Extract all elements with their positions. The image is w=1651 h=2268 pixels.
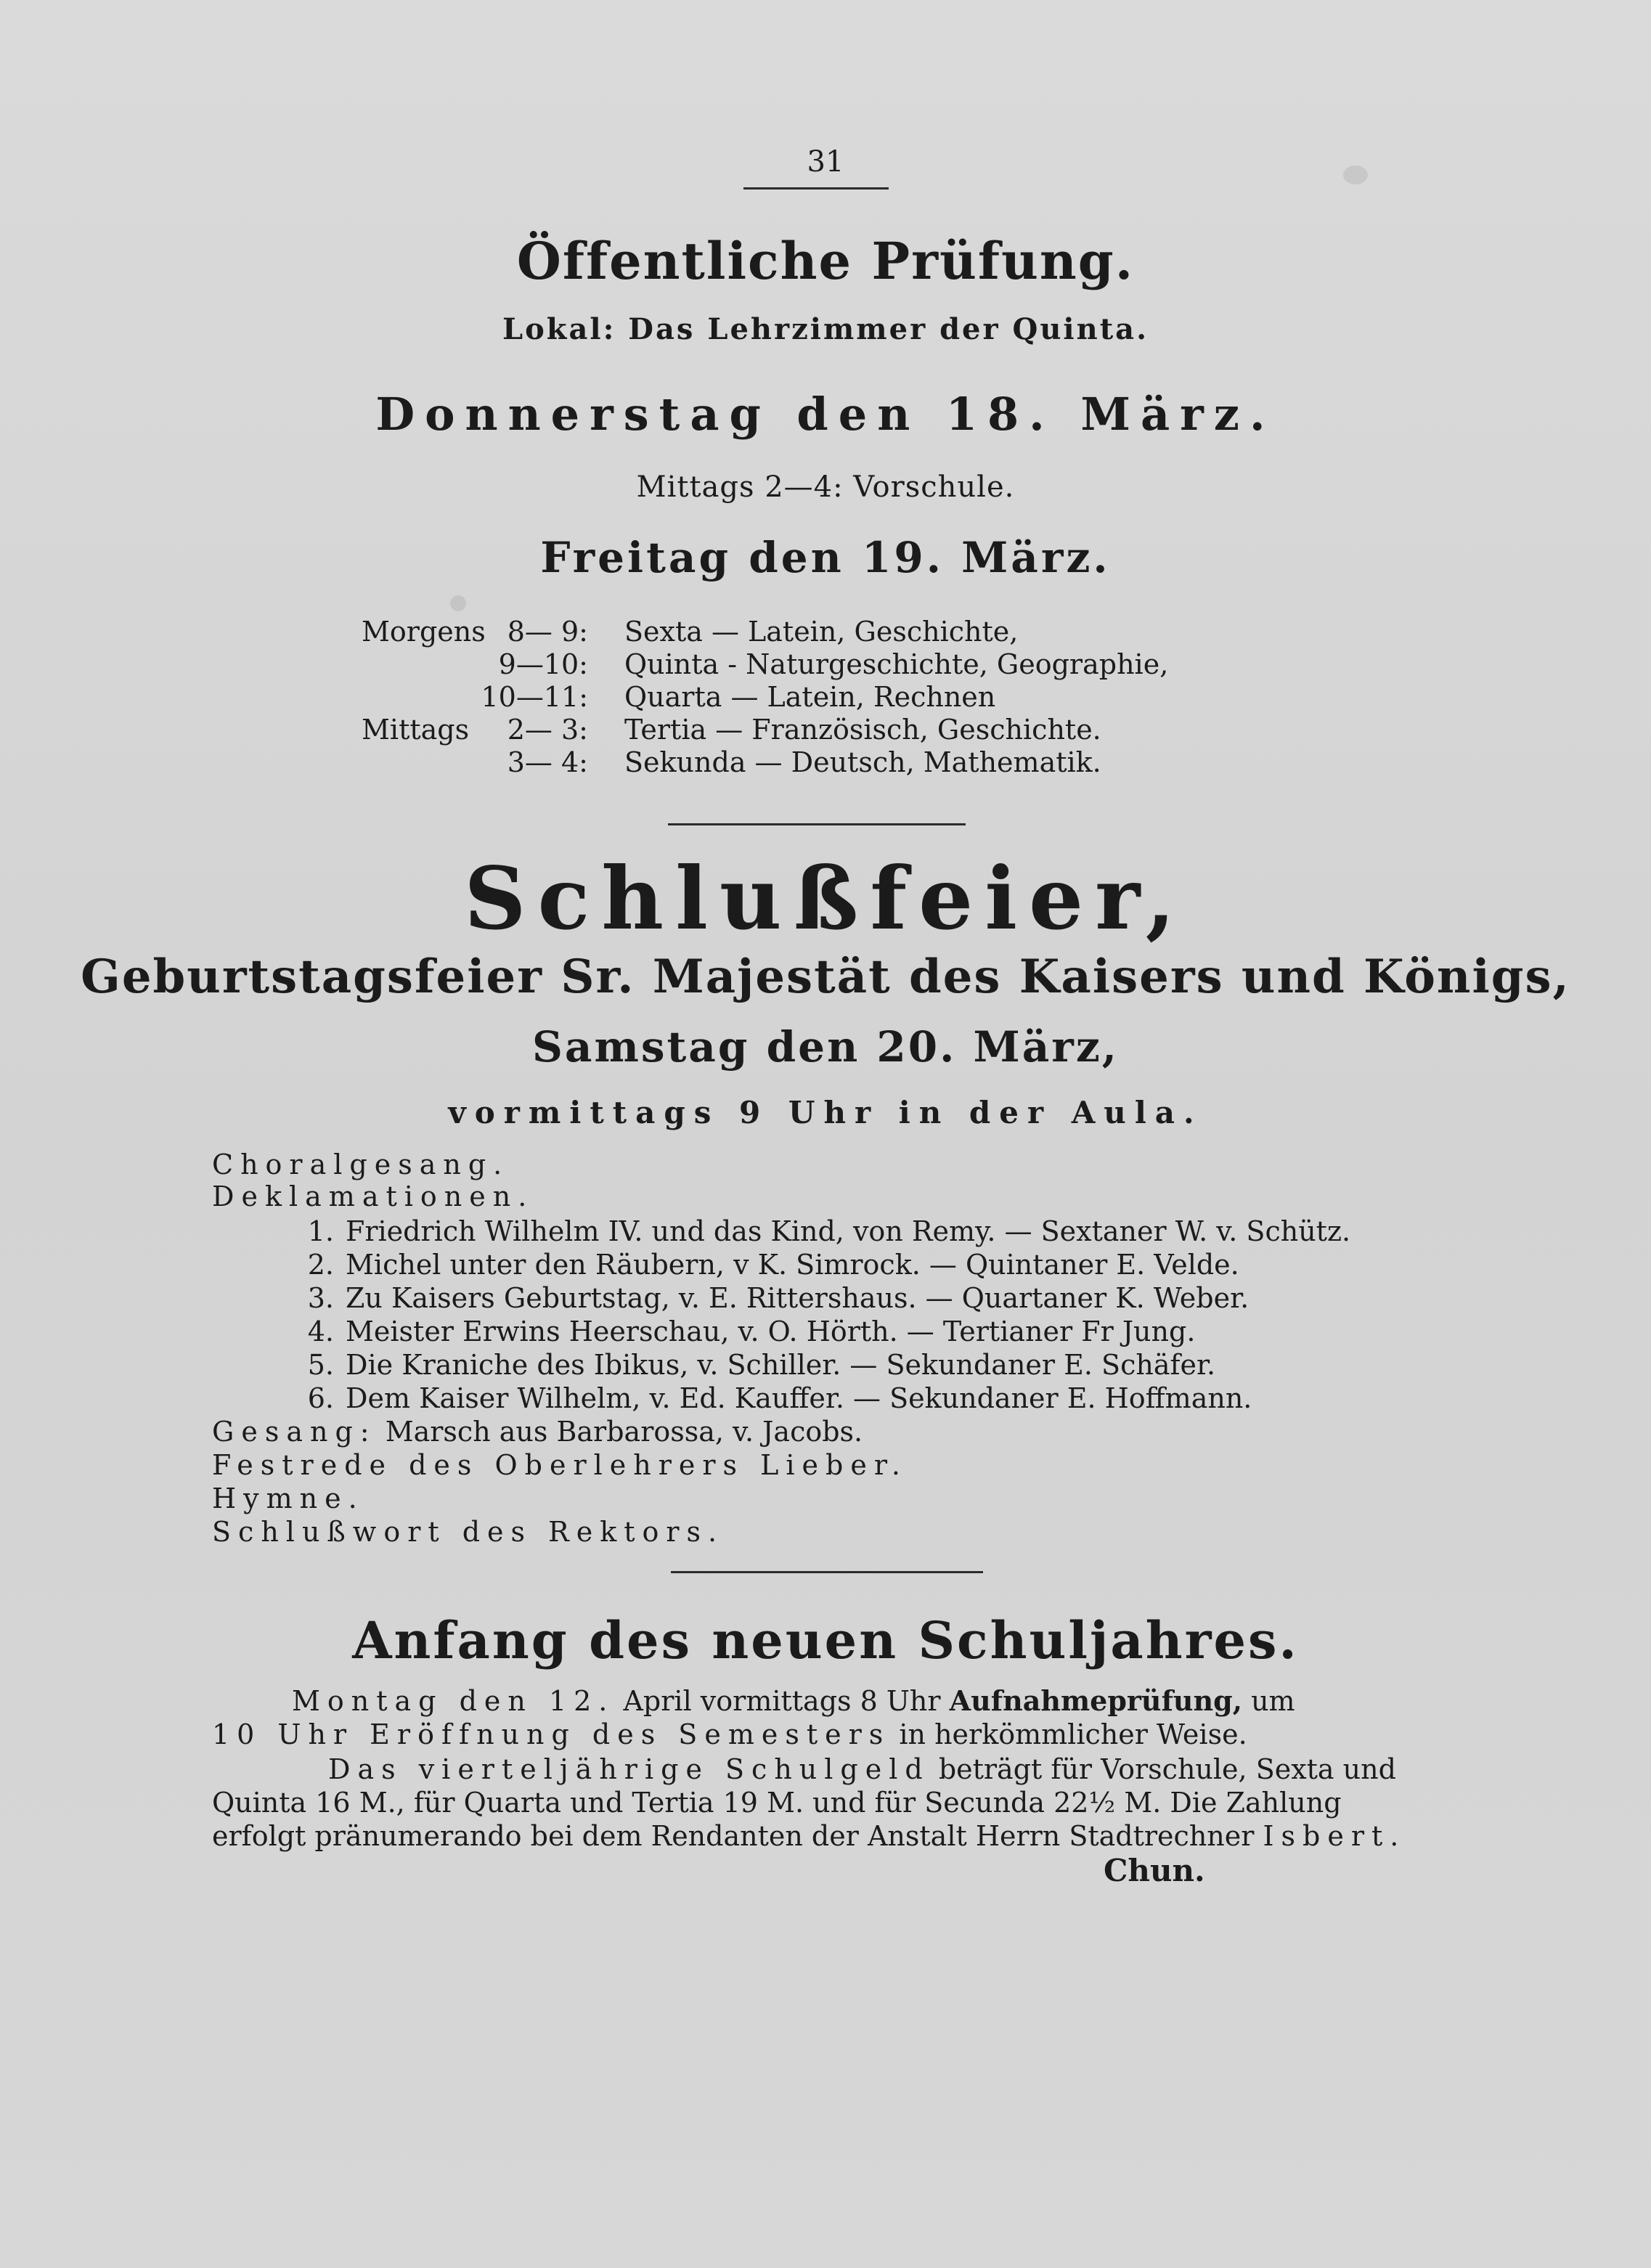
program-item-number: 1. xyxy=(307,1215,334,1247)
day2-heading: Freitag den 19. März. xyxy=(540,533,1111,582)
text-run: Das vierteljährige Schulgeld xyxy=(328,1753,930,1785)
new-year-title: Anfang des neuen Schuljahres. xyxy=(352,1610,1299,1671)
schedule-time: 2— 3: xyxy=(507,714,588,746)
program-choral: Choralgesang. xyxy=(212,1149,510,1180)
ceremony-date: Samstag den 20. März, xyxy=(532,1022,1119,1072)
text-run: Montag den 12. xyxy=(292,1685,615,1717)
program-item-text: Zu Kaisers Geburtstag, v. E. Rittershaus. — Quartaner K. Weber. xyxy=(346,1282,1250,1314)
program-deklamation: Deklamationen. xyxy=(212,1180,534,1212)
schedule-desc: Quinta - Naturgeschichte, Geographie, xyxy=(624,648,1169,680)
day1-schedule-line: Mittags 2—4: Vorschule. xyxy=(636,470,1015,504)
program-item-number: 2. xyxy=(307,1249,334,1281)
text-run: 10 Uhr Eröffnung des Semesters xyxy=(212,1718,891,1750)
schedule-label: Morgens xyxy=(362,616,486,648)
program-item-text: Dem Kaiser Wilhelm, v. Ed. Kauffer. — Sekundaner E. Hoffmann. xyxy=(346,1382,1252,1414)
program-item xyxy=(298,1282,1249,1314)
schedule-time: 8— 9: xyxy=(507,616,588,648)
program-item xyxy=(298,1215,1350,1247)
program-item xyxy=(298,1349,1215,1381)
day1-heading: Donnerstag den 18. März. xyxy=(375,388,1276,441)
program-gesang xyxy=(212,1416,863,1448)
program-item-text: Michel unter den Räubern, v K. Simrock. — Quintaner E. Velde. xyxy=(346,1249,1239,1281)
program-item-text: Die Kraniche des Ibikus, v. Schiller. — Sekundaner E. Schäfer. xyxy=(346,1349,1216,1381)
program-item-number: 4. xyxy=(307,1315,334,1347)
text-run: erfolgt pränumerando bei dem Rendanten der Anstalt Herrn Stadtrechner xyxy=(212,1820,1255,1852)
gesang-label: Gesang: xyxy=(212,1416,377,1448)
text-run: um xyxy=(1251,1685,1295,1717)
program-item xyxy=(298,1315,1195,1347)
program-item-number: 6. xyxy=(307,1382,334,1414)
program-item xyxy=(298,1249,1239,1281)
schedule-time: 10—11: xyxy=(481,681,588,713)
schedule-label: Mittags xyxy=(362,714,470,746)
schedule-time: 9—10: xyxy=(498,648,588,680)
ceremony-title: Schlußfeier, xyxy=(464,848,1187,949)
program-festrede: Festrede des Oberlehrers Lieber. xyxy=(212,1449,908,1481)
schedule-desc: Sexta — Latein, Geschichte, xyxy=(624,616,1019,648)
schedule-desc: Tertia — Französisch, Geschichte. xyxy=(624,714,1101,746)
paragraph-line xyxy=(212,1819,1432,1853)
paragraph-line xyxy=(212,1753,1432,1786)
exam-location: Lokal: Das Lehrzimmer der Quinta. xyxy=(502,312,1149,346)
section-divider xyxy=(668,823,966,825)
new-year-paragraph-1 xyxy=(212,1684,1432,1751)
text-run: Isbert. xyxy=(1263,1820,1406,1852)
program-schlusswort: Schlußwort des Rektors. xyxy=(212,1516,725,1548)
program-item-text: Friedrich Wilhelm IV. und das Kind, von Remy. — Sextaner W. v. Schütz. xyxy=(346,1215,1351,1247)
schedule-desc: Sekunda — Deutsch, Mathematik. xyxy=(624,746,1101,778)
program-item-number: 3. xyxy=(307,1282,334,1314)
exam-title: Öffentliche Prüfung. xyxy=(516,231,1135,291)
schedule-time: 3— 4: xyxy=(507,746,588,778)
program-item-number: 5. xyxy=(307,1349,334,1381)
program-item xyxy=(298,1382,1252,1414)
program-item-text: Meister Erwins Heerschau, v. O. Hörth. — Tertianer Fr Jung. xyxy=(346,1315,1196,1347)
paper-stain xyxy=(450,595,466,611)
page-number-rule xyxy=(743,187,889,189)
new-year-paragraph-2 xyxy=(212,1753,1432,1853)
paragraph-line: Quinta 16 M., für Quarta und Tertia 19 M. und für Secunda 22½ M. Die Zahlung xyxy=(212,1787,1342,1819)
schedule-desc: Quarta — Latein, Rechnen xyxy=(624,681,996,713)
ceremony-subtitle: Geburtstagsfeier Sr. Majestät des Kaisers und Königs, xyxy=(81,950,1570,1004)
signature: Chun. xyxy=(1104,1853,1205,1888)
gesang-text: Marsch aus Barbarossa, v. Jacobs. xyxy=(385,1416,863,1448)
text-run: in herkömmlicher Weise. xyxy=(899,1718,1247,1750)
text-run: April vormittags 8 Uhr xyxy=(623,1685,941,1717)
paragraph-line xyxy=(212,1684,1432,1718)
text-run-bold: Aufnahmeprüfung, xyxy=(949,1684,1242,1717)
ceremony-time: vormittags 9 Uhr in der Aula. xyxy=(448,1095,1203,1130)
program-hymne: Hymne. xyxy=(212,1482,364,1514)
page-number: 31 xyxy=(807,145,844,179)
text-run: beträgt für Vorschule, Sexta und xyxy=(938,1753,1396,1785)
section-divider xyxy=(671,1571,983,1573)
paragraph-line xyxy=(212,1718,1432,1751)
